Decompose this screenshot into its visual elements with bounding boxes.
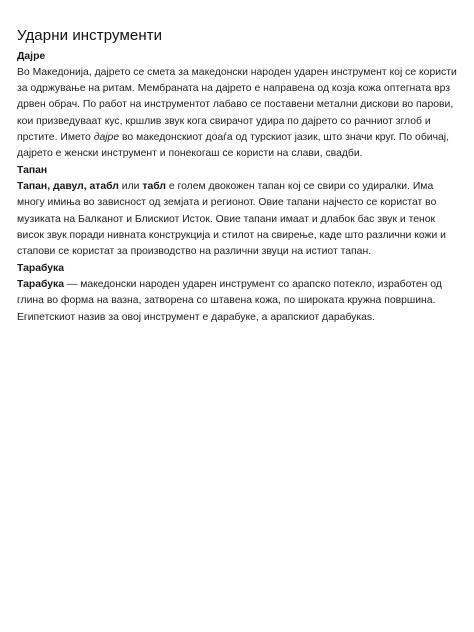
tapan-bold-names: Тапан, давул, атабл bbox=[17, 181, 119, 193]
dajre-text-part1: Во Македонија, дајрето се смета за македонски народен ударен инструмент кој се користи за одржување на ритам. Мембраната на дајрето е направена од козја кожа оптегната врз дрвен обрач. По работ на инструментот лабаво се поставени метални дискови во парови, кои призведуваат кус, кршлив звук кога свирачот удира по дајрето со рачниот зглоб и прстите. Името bbox=[17, 67, 457, 143]
tapan-bold-name-2: табл bbox=[142, 181, 166, 193]
section-heading-tarabuka: Тарабука bbox=[17, 263, 65, 275]
dajre-italic-term: дајре bbox=[93, 131, 120, 143]
tarabuka-bold-name: Тарабука bbox=[17, 279, 65, 291]
section-tarabuka bbox=[17, 261, 458, 326]
section-body-dajre bbox=[17, 65, 458, 162]
section-tapan bbox=[17, 163, 458, 260]
section-body-tapan bbox=[17, 179, 458, 260]
tapan-text: е голем двокожен тапан кој се свири со удиралки. Има многу имиња во зависност од земјата и регионот. Овие тапани најчесто се користат во музиката на Балканот и Блискиот Исток. Овие тапани имаат и длабок бас звук и тенок висок звук поради нивната конструкција и стилот на свирење, каде што различни кожи и стапови се користат за производство на различни звуци на истиот тапан. bbox=[17, 181, 446, 258]
tapan-connector: или bbox=[118, 181, 143, 193]
section-heading-tapan: Тапан bbox=[17, 165, 48, 177]
section-heading-dajre: Дајре bbox=[17, 51, 46, 62]
page-title: Ударни инструменти bbox=[17, 27, 163, 44]
section-body-tarabuka bbox=[17, 277, 458, 326]
dajre-text-part2: во македонскиот доаѓа од турскиот јазик, што значи круг. По обичај, дајрето е женски инструмент и понекогаш се користи на слави, свадби. bbox=[17, 131, 449, 160]
tarabuka-text: — македонски народен ударен инструмент со арапско потекло, изработен од глина во форма на вазна, затворена со штавена кожа, по широката кружна површина. Египетскиот назив за овој инструмент е дарабуке, а арапскиот дарабукаs. bbox=[17, 279, 442, 323]
section-dajre bbox=[17, 49, 458, 162]
